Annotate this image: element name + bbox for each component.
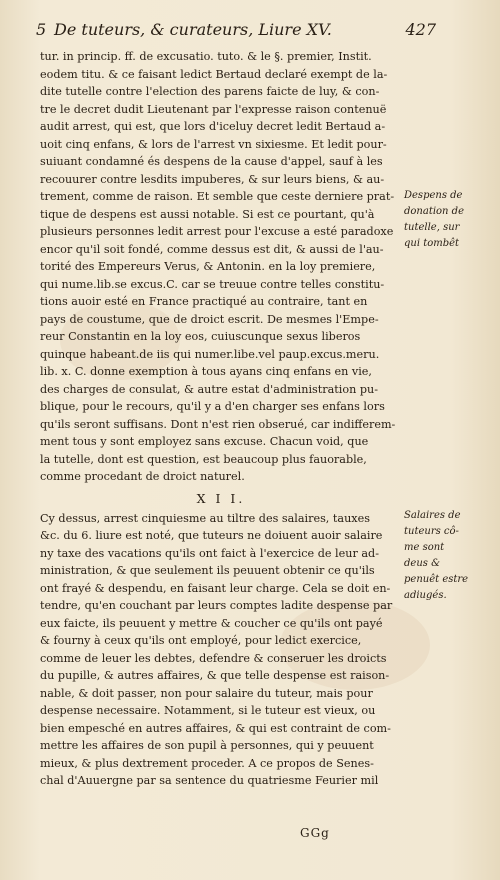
- text-line: bien empesché en autres affaires, & qui est contraint de com-: [40, 721, 391, 735]
- text-line: lib. x. C. donne exemption à tous ayans cinq enfans en vie,: [40, 365, 372, 378]
- margin-note-line: penuêt estre: [404, 574, 469, 585]
- running-title: De tuteurs, & curateurs, Liure XV.: [54, 20, 332, 39]
- text-line: tions auoir esté en France practiqué au contraire, tant en: [40, 295, 368, 308]
- margin-note-despens: [404, 188, 476, 252]
- text-line: mieux, & plus dextrement proceder. A ce propos de Senes-: [40, 756, 374, 770]
- text-line: & fourny à ceux qu'ils ont employé, pour ledict exercice,: [40, 634, 362, 647]
- text-line: trement, comme de raison. Et semble que ceste derniere prat-: [40, 190, 395, 203]
- margin-note-line: donation de: [404, 206, 464, 217]
- margin-note-line: Despens de: [404, 190, 463, 201]
- text-line: ministration, & que seulement ils peuuent obtenir ce qu'ils: [40, 564, 375, 577]
- text-line: &c. du 6. liure est noté, que tuteurs ne doiuent auoir salaire: [40, 529, 383, 542]
- text-line: dite tutelle contre l'election des parens faicte de luy, & con-: [40, 85, 380, 98]
- text-line: eodem titu. & ce faisant ledict Bertaud declaré exempt de la-: [40, 67, 388, 81]
- text-line: Cy dessus, arrest cinquiesme au tiltre des salaires, tauxes: [40, 511, 370, 525]
- paragraph-2: [40, 510, 402, 790]
- text-line: des charges de consulat, & autre estat d'administration pu-: [40, 382, 378, 396]
- text-line: recouurer contre lesdits impuberes, & sur leurs biens, & au-: [40, 172, 385, 186]
- margin-note-line: me sont: [404, 542, 445, 553]
- text-line: despense necessaire. Notamment, si le tuteur est vieux, ou: [40, 704, 376, 717]
- text-line: tique de despens est aussi notable. Si est ce pourtant, qu'à: [40, 207, 375, 221]
- paragraph-1: [40, 48, 402, 486]
- text-line: suiuant condamné és despens de la cause d'appel, sauf à les: [40, 155, 383, 168]
- text-line: qu'ils seront suffisans. Dont n'est rien obserué, car indifferem-: [40, 417, 396, 431]
- text-line: ment tous y sont employez sans excuse. Chacun void, que: [40, 435, 369, 448]
- text-line: du pupille, & autres affaires, & que telle despense est raison-: [40, 669, 390, 682]
- margin-note-line: qui tombêt: [404, 238, 460, 249]
- section-heading: X I I.: [196, 490, 246, 506]
- text-line: ny taxe des vacations qu'ils ont faict à l'exercice de leur ad-: [40, 546, 379, 560]
- text-line: comme de leuer les debtes, defendre & conseruer les droicts: [40, 651, 387, 665]
- text-line: ont frayé & despendu, en faisant leur charge. Cela se doit en-: [40, 581, 391, 595]
- text-line: uoit cinq enfans, & lors de l'arrest vn sixiesme. Et ledit pour-: [40, 137, 387, 151]
- page-number: 427: [405, 20, 436, 39]
- running-header: [36, 20, 436, 42]
- text-line: quinque habeant.de iis qui numer.libe.vel paup.excus.meru.: [40, 347, 380, 361]
- text-line: torité des Empereurs Verus, & Antonin. en la loy premiere,: [40, 260, 376, 273]
- text-line: reur Constantin en la loy eos, cuiuscunque sexus liberos: [40, 330, 361, 343]
- text-line: plusieurs personnes ledit arrest pour l'excuse a esté paradoxe: [40, 225, 394, 238]
- text-line: tur. in princip. ff. de excusatio. tuto. & le §. premier, Instit.: [40, 50, 372, 63]
- text-line: qui nume.lib.se excus.C. car se treuue contre telles constitu-: [40, 277, 385, 291]
- text-line: comme procedant de droict naturel.: [40, 470, 245, 483]
- text-line: tendre, qu'en couchant par leurs comptes ladite despense par: [40, 599, 393, 612]
- text-line: pays de coustume, que de droict escrit. De mesmes l'Empe-: [40, 312, 379, 326]
- text-line: tre le decret dudit Lieutenant par l'expresse raison contenuë: [40, 102, 387, 116]
- margin-note-line: deus &: [404, 558, 440, 569]
- text-line: nable, & doit passer, non pour salaire du tuteur, mais pour: [40, 686, 373, 700]
- margin-note-line: Salaires de: [404, 510, 461, 521]
- text-line: eux faicte, ils peuuent y mettre & coucher ce qu'ils ont payé: [40, 616, 383, 630]
- text-line: chal d'Auuergne par sa sentence du quatriesme Feurier mil: [40, 774, 379, 787]
- text-line: la tutelle, dont est question, est beaucoup plus fauorable,: [40, 452, 367, 466]
- margin-note-salaires: [404, 508, 476, 604]
- main-text: [40, 48, 402, 790]
- margin-note-line: tuteurs cô-: [404, 526, 459, 537]
- text-line: blique, pour le recours, qu'il y a d'en charger ses enfans lors: [40, 400, 385, 413]
- text-line: audit arrest, qui est, que lors d'iceluy decret ledit Bertaud a-: [40, 120, 386, 133]
- margin-note-line: tutelle, sur: [404, 222, 460, 233]
- text-line: mettre les affaires de son pupil à personnes, qui y peuuent: [40, 739, 374, 752]
- signature-mark: GGg: [300, 826, 330, 840]
- margin-note-line: adiugés.: [404, 590, 447, 601]
- text-line: encor qu'il soit fondé, comme dessus est dit, & aussi de l'au-: [40, 242, 384, 256]
- page-number-left: 5: [36, 20, 47, 39]
